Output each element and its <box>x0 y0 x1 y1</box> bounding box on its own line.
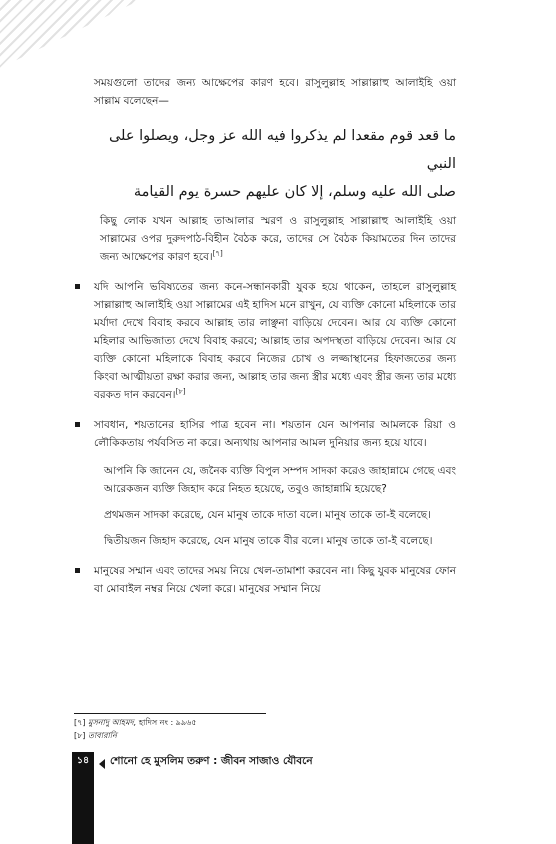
bullet-item-honor <box>94 562 456 598</box>
intro-paragraph: সময়গুলো তাদের জন্য আক্ষেপের কারণ হবে। রাসুলুল্লাহ সাল্লাল্লাহু আলাইহি ওয়া সাল্লাম বলেছেন— <box>94 77 456 107</box>
footnote-7 <box>74 717 196 729</box>
footnote-source: তাবারানি <box>87 731 117 740</box>
bullet-square-icon <box>75 284 80 289</box>
page-number: ১৪ <box>76 755 90 766</box>
footnote-8 <box>74 730 117 742</box>
bullet-item-shaytan <box>94 416 456 452</box>
bullet-marriage-text: যদি আপনি ভবিষ্যতের জন্য কনে-সন্ধানকারী যুবক হয়ে থাকেন, তাহলে রাসুলুল্লাহ সাল্লাল্লাহু আলাইহি ওয়া সাল্লামের এই হাদিস মনে রাখুন, যে ব্যক্তি কোনো মহিলাকে তার মর্যাদা দেখে বিবাহ করবে আল্লাহ তার লাঞ্ছনা বাড়িয়ে দেবেন। আর যে ব্যক্তি কোনো মহিলার আভিজাত্য দেখে বিবাহ করবে; আল্লাহ তার অপদস্থতা বাড়িয়ে দেবেন। আর যে ব্যক্তি কোনো মহিলাকে বিবাহ করবে নিজের চোখ ও লজ্জাস্থানের হিফাজতের জন্য কিংবা আত্মীয়তা রক্ষা করার জন্য, আল্লাহ তার জন্য স্ত্রীর মধ্যে এবং স্ত্রীর জন্য তার মধ্যে বরকত দান করবেন। <box>94 281 456 401</box>
arabic-hadith <box>94 122 456 206</box>
footnote-detail: হাদিস নং : ৯৯৬৫ <box>138 718 197 727</box>
indent-paragraph-2: প্রথমজন সাদকা করেছে, যেন মানুষ তাকে দাতা বলে। মানুষ তাকে তা-ই বলেছে। <box>104 509 431 521</box>
footnote-number: [৮] <box>74 731 86 740</box>
indented-passage <box>104 462 456 550</box>
footnote-divider <box>74 713 266 714</box>
arabic-line-1: ما قعد قوم مقعدا لم يذكروا فيه الله عز وجل، ويصلوا على النبي <box>108 128 456 172</box>
bullet-square-icon <box>75 568 80 573</box>
footnote-number: [৭] <box>74 718 86 727</box>
arabic-line-2: صلى الله عليه وسلم، إلا كان عليهم حسرة يوم القيامة <box>133 184 456 200</box>
book-title: শোনো হে মুসলিম তরুণ : জীবন সাজাও যৌবনে <box>110 755 313 767</box>
footnote-source: মুসনাদু আহমদ, <box>88 718 137 727</box>
indent-paragraph-3: দ্বিতীয়জন জিহাদ করেছে, যেন মানুষ তাকে বীর বলে। মানুষ তাকে তা-ই বলেছে। <box>104 535 433 547</box>
footnote-ref-8[interactable]: [৮] <box>175 387 186 396</box>
footnote-ref-7[interactable]: [৭] <box>212 249 223 258</box>
indent-paragraph-1: আপনি কি জানেন যে, জনৈক ব্যক্তি বিপুল সম্পদ সাদকা করেও জাহান্নামে গেছে এবং আরেকজন ব্যক্তি জিহাদ করে নিহত হয়েছে, তবুও জাহান্নামি হয়েছে? <box>104 465 456 495</box>
bullet-text: সাবধান, শয়তানের হাসির পাত্র হবেন না। শয়তান যেন আপনার আমলকে রিয়া ও লৌকিকতায় পর্যবসিত না করে। অন্যথায় আপনার আমল দুনিয়ার জন্য হয়ে যাবে। <box>94 419 456 449</box>
bullet-square-icon <box>75 422 80 427</box>
hadith-translation-text: কিছু লোক যখন আল্লাহ তাআলার স্মরণ ও রাসুলুল্লাহ সাল্লাল্লাহু আলাইহি ওয়া সাল্লামের ওপর দুরুদপাঠ-বিহীন বৈঠক করে, তাদের সে বৈঠক কিয়ামতের দিন তাদের জন্য আক্ষেপের কারণ হবে। <box>100 215 456 263</box>
decorative-stripes <box>0 0 140 68</box>
bullet-text <box>94 278 456 404</box>
bullet-text: মানুষের সম্মান এবং তাদের সময় নিয়ে খেল-তামাশা করবেন না। কিছু যুবক মানুষের ফোন বা মোবাইল নম্বর নিয়ে খেলা করে। মানুষের সম্মান নিয়ে <box>94 565 456 595</box>
arrow-left-icon <box>99 759 105 769</box>
page-body <box>94 74 456 598</box>
hadith-translation <box>100 212 456 266</box>
bullet-item-marriage <box>94 278 456 404</box>
